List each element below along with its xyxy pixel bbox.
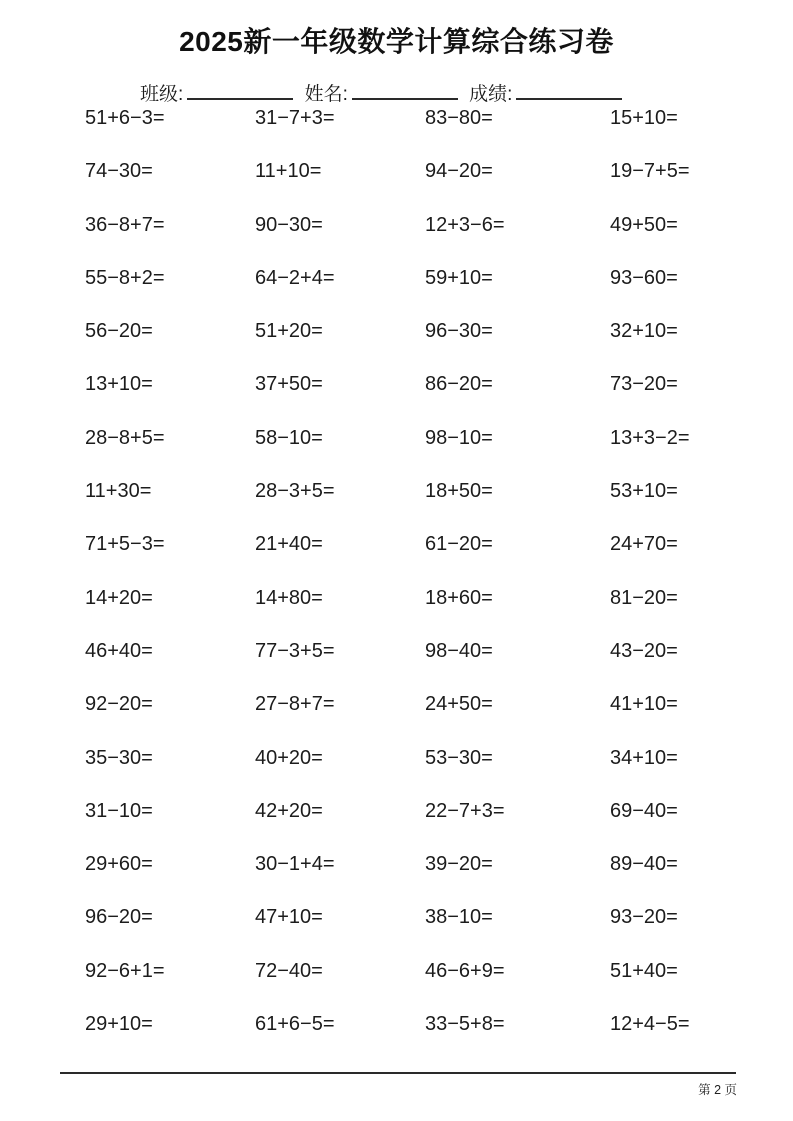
math-problem: 32+10= [610,320,678,343]
math-problem: 29+10= [85,1013,153,1036]
math-problem: 38−10= [425,906,493,929]
math-problem: 77−3+5= [255,639,335,662]
math-problem: 24+50= [425,693,493,716]
math-problem: 96−30= [425,320,493,343]
math-problem: 93−60= [610,266,678,289]
class-blank-line [187,79,293,100]
math-problem: 58−10= [255,426,323,449]
math-problem: 19−7+5= [610,160,690,183]
math-problem: 34+10= [610,746,678,769]
math-problem: 71+5−3= [85,533,165,556]
math-problem: 81−20= [610,586,678,609]
math-problem: 15+10= [610,107,678,129]
math-problem: 92−20= [85,693,153,716]
math-problem: 13+10= [85,373,153,396]
student-info-header [140,79,628,106]
math-problem: 24+70= [610,533,678,556]
math-problem: 35−30= [85,746,153,769]
math-problem: 11+10= [255,160,322,183]
math-problem: 64−2+4= [255,266,335,289]
math-problem: 98−40= [425,639,493,662]
math-problem: 73−20= [610,373,678,396]
math-problem: 93−20= [610,906,678,929]
math-problem: 29+60= [85,853,153,876]
math-problem: 51+40= [610,959,678,982]
math-problem: 98−10= [425,426,493,449]
math-problem: 37+50= [255,373,323,396]
math-problem: 83−80= [425,107,493,129]
class-label: 班级: [140,84,184,105]
math-problem: 42+20= [255,799,323,822]
math-problem: 33−5+8= [425,1013,505,1036]
math-problem: 46−6+9= [425,959,505,982]
math-problem: 56−20= [85,320,153,343]
problem-grid [85,106,770,1065]
math-problem: 28−8+5= [85,426,165,449]
math-problem: 21+40= [255,533,323,556]
math-problem: 36−8+7= [85,213,165,236]
math-problem: 55−8+2= [85,266,165,289]
score-blank-line [516,79,622,100]
name-label: 姓名: [304,84,348,105]
math-problem: 72−40= [255,959,323,982]
math-problem: 53+10= [610,480,678,503]
math-problem: 22−7+3= [425,799,505,822]
math-problem: 14+80= [255,586,323,609]
math-problem: 49+50= [610,213,678,236]
name-blank-line [352,79,458,100]
math-problem: 11+30= [85,480,152,503]
math-problem: 39−20= [425,853,493,876]
math-problem: 12+4−5= [610,1013,690,1036]
math-problem: 94−20= [425,160,493,183]
math-problem: 74−30= [85,160,153,183]
math-problem: 14+20= [85,586,153,609]
page-title: 2025新一年级数学计算综合练习卷 [179,26,614,57]
math-problem: 18+60= [425,586,493,609]
math-problem: 30−1+4= [255,853,335,876]
math-problem: 61−20= [425,533,493,556]
math-problem: 92−6+1= [85,959,165,982]
math-problem: 31−10= [85,799,153,822]
math-problem: 18+50= [425,480,493,503]
footer-divider [60,1072,736,1074]
math-problem: 59+10= [425,266,493,289]
math-problem: 31−7+3= [255,107,335,129]
math-problem: 43−20= [610,639,678,662]
math-problem: 27−8+7= [255,693,335,716]
math-problem: 90−30= [255,213,323,236]
math-problem: 69−40= [610,799,678,822]
math-problem: 61+6−5= [255,1013,335,1036]
math-problem: 89−40= [610,853,678,876]
math-problem: 47+10= [255,906,323,929]
math-problem: 46+40= [85,639,153,662]
page-number: 第 2 页 [698,1083,737,1097]
math-problem: 40+20= [255,746,323,769]
math-problem: 41+10= [610,693,678,716]
score-label: 成绩: [469,84,513,105]
math-problem: 51+6−3= [85,107,165,129]
math-problem: 96−20= [85,906,153,929]
math-problem: 86−20= [425,373,493,396]
math-problem: 12+3−6= [425,213,505,236]
math-problem: 13+3−2= [610,426,690,449]
math-problem: 51+20= [255,320,323,343]
math-problem: 28−3+5= [255,480,335,503]
math-problem: 53−30= [425,746,493,769]
